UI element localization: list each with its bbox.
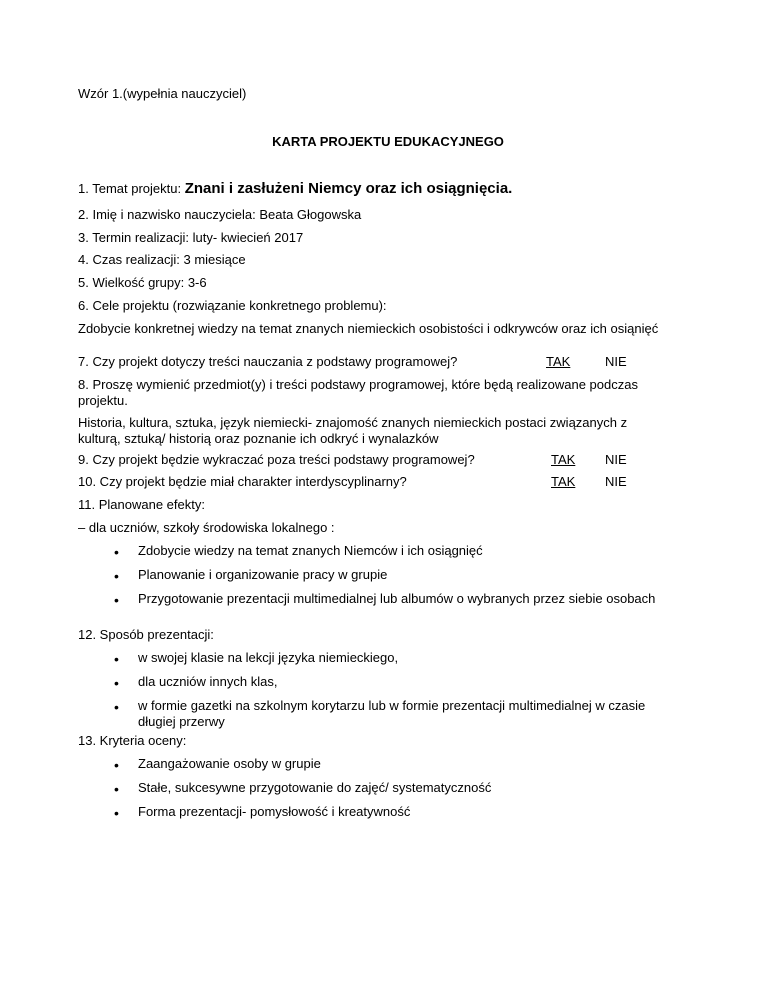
field-topic [78, 181, 512, 197]
pattern-label: Wzór 1.(wypełnia nauczyciel) [78, 86, 247, 101]
question-7: 7. Czy projekt dotyczy treści nauczania z podstawy programowej? [78, 354, 458, 369]
effects-item: Zdobycie wiedzy na temat znanych Niemców i ich osiągnięć [138, 543, 483, 558]
field-term: 3. Termin realizacji: luty- kwiecień 2017 [78, 230, 304, 245]
presentation-item: dla uczniów innych klas, [138, 674, 278, 689]
q9-no-option: NIE [605, 452, 627, 467]
bullet-icon: • [114, 651, 119, 667]
bullet-icon: • [114, 781, 119, 797]
bullet-icon: • [114, 757, 119, 773]
presentation-item: w formie gazetki na szkolnym korytarzu lub w formie prezentacji multimedialnej w czasie długiej przerwy [138, 698, 646, 729]
effects-item: Przygotowanie prezentacji multimedialnej lub albumów o wybranych przez siebie osobach [138, 591, 656, 606]
field-group-size: 5. Wielkość grupy: 3-6 [78, 275, 207, 290]
criteria-item: Zaangażowanie osoby w grupie [138, 756, 321, 771]
bullet-icon: • [114, 805, 119, 821]
question-8-answer: Historia, kultura, sztuka, język niemiecki- znajomość znanych niemieckich postaci związanych z kulturą, sztuką/ historią oraz poznanie ich odkryć i wynalazków [78, 415, 628, 446]
bullet-icon: • [114, 699, 119, 715]
field-goals-label: 6. Cele projektu (rozwiązanie konkretnego problemu): [78, 298, 387, 313]
effects-label: 11. Planowane efekty: [78, 497, 205, 512]
document-title: KARTA PROJEKTU EDUKACYJNEGO [272, 134, 504, 149]
topic-value: Znani i zasłużeni Niemcy oraz ich osiągnięcia. [184, 180, 513, 197]
question-10: 10. Czy projekt będzie miał charakter interdyscyplinarny? [78, 474, 407, 489]
q10-no-option: NIE [605, 474, 627, 489]
presentation-item: w swojej klasie na lekcji języka niemieckiego, [138, 650, 399, 665]
effects-item: Planowanie i organizowanie pracy w grupie [138, 567, 388, 582]
q7-no-option: NIE [605, 354, 627, 369]
field-teacher: 2. Imię i nazwisko nauczyciela: Beata Głogowska [78, 207, 362, 222]
q9-yes-option: TAK [551, 452, 576, 467]
field-duration: 4. Czas realizacji: 3 miesiące [78, 252, 246, 267]
bullet-icon: • [114, 675, 119, 691]
criteria-item: Stałe, sukcesywne przygotowanie do zajęć/ systematyczność [138, 780, 492, 795]
q10-yes-option: TAK [551, 474, 576, 489]
bullet-icon: • [114, 544, 119, 560]
bullet-icon: • [114, 592, 119, 608]
question-9: 9. Czy projekt będzie wykraczać poza treści podstawy programowej? [78, 452, 475, 467]
effects-sub: – dla uczniów, szkoły środowiska lokalnego : [78, 520, 335, 535]
criteria-item: Forma prezentacji- pomysłowość i kreatywność [138, 804, 411, 819]
q7-yes-option: TAK [546, 354, 571, 369]
field-goals-text: Zdobycie konkretnej wiedzy na temat znanych niemieckich osobistości i odkrywców oraz ich osiąnięć [78, 321, 659, 336]
criteria-label: 13. Kryteria oceny: [78, 733, 187, 748]
question-8: 8. Proszę wymienić przedmiot(y) i treści podstawy programowej, które będą realizowane podczas projektu. [78, 377, 638, 408]
presentation-label: 12. Sposób prezentacji: [78, 627, 214, 642]
topic-label: 1. Temat projektu: [78, 181, 182, 196]
bullet-icon: • [114, 568, 119, 584]
